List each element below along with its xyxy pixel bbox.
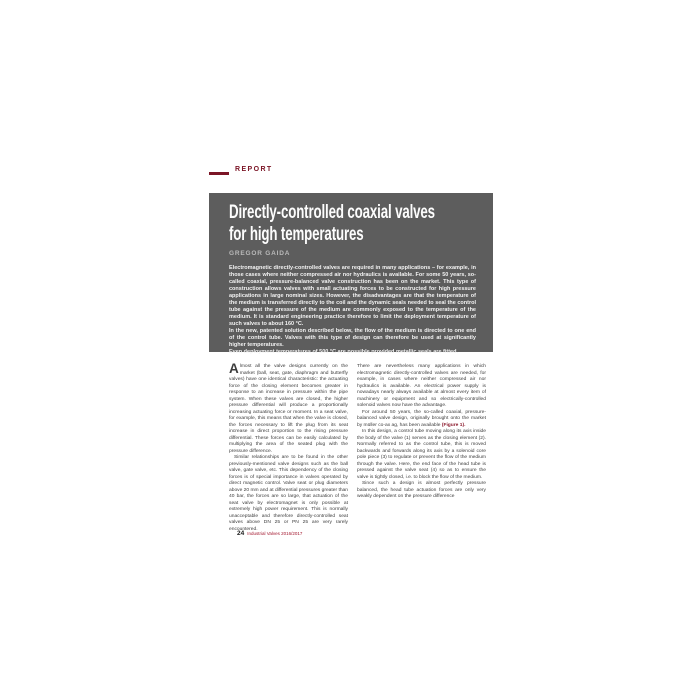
abstract-paragraph: In the new, patented solution described below, the flow of the medium is directed to one end of the control tube. Valves with this type of design can therefore be used at significantly higher temperatures. <box>229 328 476 348</box>
paragraph: Since such a design is almost perfectly pressure balanced, the head tube actuation forces are only very weakly dependent on the pressure difference <box>357 481 486 499</box>
right-column <box>357 364 486 533</box>
abstract-paragraph: Electromagnetic directly-controlled valves are required in many applications – for example, in those cases where neither compressed air nor hydraulics is available. For some 50 years, so-called coaxial, pressure-balanced valve construction has been on the market. This type of construction allows valves with small actuating forces to be constructed for high pressure applications in large nominal sizes. However, the disadvantages are that the temperature of the medium is transferred directly to the coil and the dynamic seals needed to seal the control tube against the pressure of the medium are commonly exposed to the temperature of the medium. It is standard engineering practice therefore to limit the deployment temperature of such valves to about 160 °C. <box>229 265 476 327</box>
left-column <box>229 361 348 533</box>
article-abstract <box>229 265 476 356</box>
figure-reference: (Figure 1). <box>441 422 466 428</box>
author-name: GREGOR GAIDA <box>229 250 291 257</box>
paragraph: Similar relationships are to be found in the other previously-mentioned valve designs such as the ball valve, gate valve, etc. This dependency of the closing forces is of special importance in valves operated by direct magnetic control. Valve seat or plug diameters above 20 mm and at differential pressures greater than 40 bar, the forces are so large, that actuation of the seat valve by electromagnet is only possible at extremely high power requirement. This is normally unacceptable and therefore directly-controlled seat valves above DN 25 or PN 25 are very rarely encountered. <box>229 455 348 532</box>
kicker-label: REPORT <box>235 166 273 173</box>
paragraph-text: For around 50 years, the so-called coaxial, pressure-balanced valve design, originally brought onto the market by müller co-ax ag, has been available <box>357 409 486 428</box>
paragraph: There are nevertheless many applications in which electromagnetic directly-controlled valves are needed, for example, in cases where neither compressed air nor hydraulics is available. An electrical power supply is nowadays nearly always available at almost every item of machinery or equipment and so electrically-controlled solenoid valves now have the advantage. <box>357 364 486 408</box>
kicker-bar <box>209 172 229 175</box>
page-footer <box>237 530 302 537</box>
article-header <box>209 193 493 355</box>
page-number: 24 <box>237 530 245 537</box>
body-columns <box>229 361 486 533</box>
paragraph <box>357 410 486 430</box>
journal-title: Industrial Valves 2016/2017 <box>247 531 303 536</box>
paragraph: In this design, a control tube moving along its axis inside the body of the valve (1) serves as the closing element (2). Normally referred to as the control tube, this is moved backwards and forwards along its axis by a solenoid core pole piece (3) to regulate or prevent the flow of the medium through the valve. Here, the end face of the head tube is pressed against the valve seat (4) so as to ensure the valve is tightly closed, i.e. to block the flow of the medium. <box>357 429 486 480</box>
article-title-line1: Directly-controlled coaxial valves <box>229 202 435 223</box>
article-title-line2: for high temperatures <box>229 224 364 245</box>
abstract-paragraph: Even deployment temperatures of 500 °C are possible provided metallic seals are fitted. <box>229 349 459 355</box>
paragraph: Almost all the valve designs currently on the market (ball, seat, gate, diaphragm and butterfly valves) have one identical characteristic: the actuating force of the closing element becomes greater in response to an increase in pressure within the pipe system. When these valves are closed, the higher pressure differential will produce a proportionally increasing actuating force or moment. In a seat valve, for example, this means that when the valve is closed, the forces necessary to lift the plug from its seat increase in direct proportion to the rising pressure differential. These forces can be easily calculated by multiplying the area of the seated plug with the pressure difference. <box>229 361 348 454</box>
